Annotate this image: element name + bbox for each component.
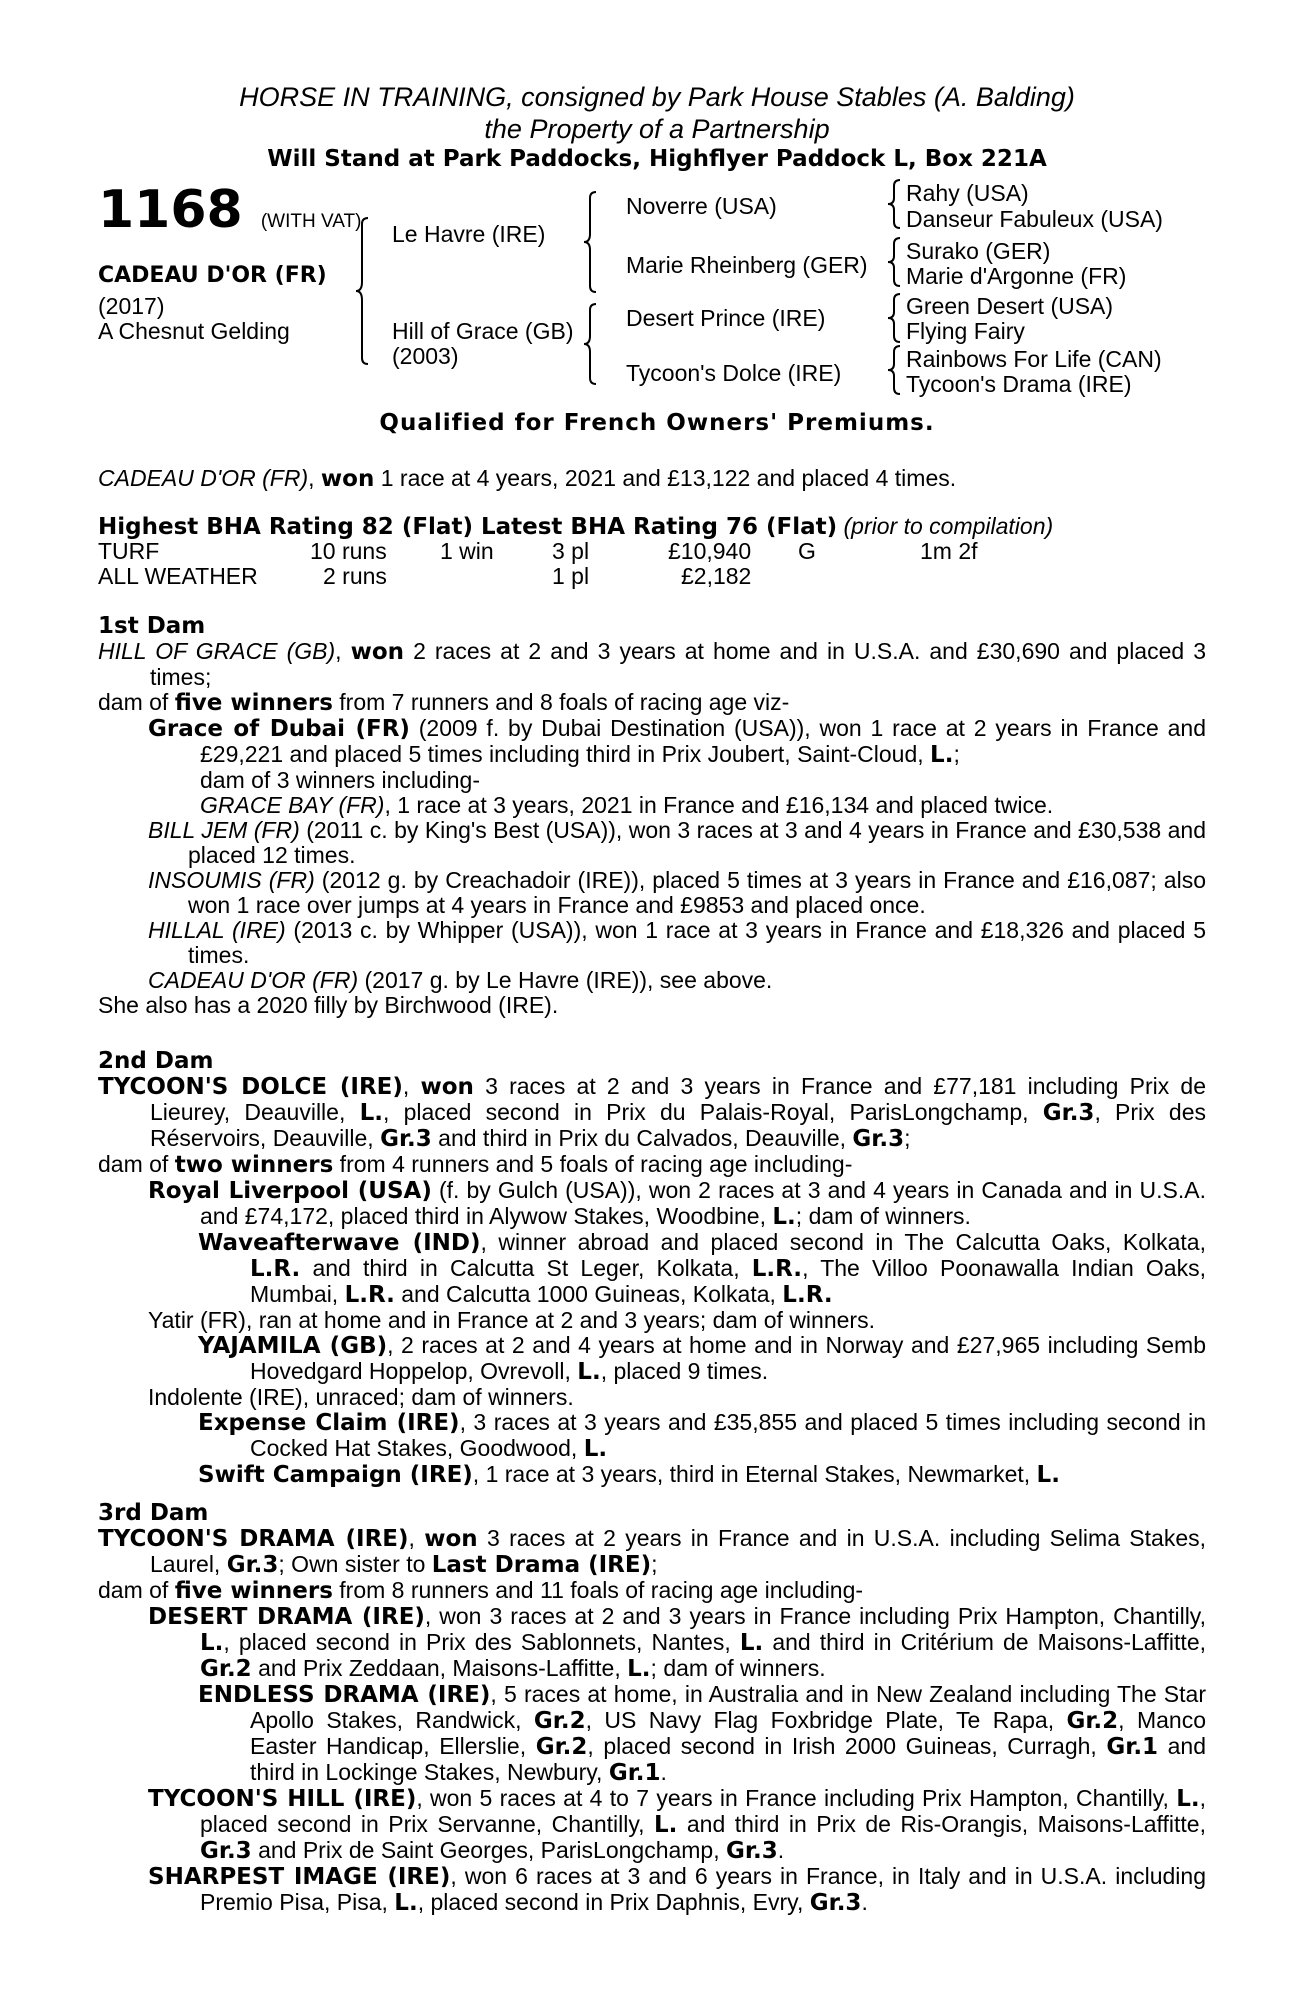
produce-text: (2017 g. by Le Havre (IRE)), see above. [358, 967, 773, 993]
first-dam-heading: 1st Dam [98, 613, 206, 639]
produce-name: Royal Liverpool (USA) [148, 1178, 432, 1204]
third-dam-section [98, 1501, 1206, 1916]
race-grade: L. [577, 1359, 601, 1385]
pedigree-gg-4: Marie d'Argonne (FR) [906, 263, 1127, 289]
produce-grace-bay [98, 793, 1206, 818]
pedigree-gg-8: Tycoon's Drama (IRE) [906, 371, 1132, 397]
third-dam-damof [98, 1578, 1206, 1604]
produce-text: , winner abroad and placed second in The Calcutta Oaks, Kolkata, [480, 1229, 1206, 1255]
produce-yatir: Yatir (FR), ran at home and in France at 2 and 3 years; dam of winners. [148, 1307, 875, 1333]
record-text: , placed second in Prix du Palais-Royal, ParisLongchamp, [382, 1099, 1043, 1125]
race-grade: L. [930, 742, 954, 768]
turf-amount: £10,940 [668, 538, 752, 564]
damof-b: two winners [174, 1152, 334, 1178]
pedigree-bracket-main [356, 216, 370, 366]
horse-year: (2017) [98, 293, 165, 319]
pedigree-bracket-gg1 [888, 178, 902, 230]
produce-endless-drama [98, 1682, 1206, 1786]
produce-text: (2013 c. by Whipper (USA)), won 1 race at 3 years in France and £18,326 and placed 5 times. [188, 917, 1206, 968]
pedigree-gg-5: Green Desert (USA) [906, 293, 1114, 319]
produce-name: SHARPEST IMAGE (IRE) [148, 1864, 451, 1890]
race-grade: Gr.2 [1066, 1708, 1119, 1734]
record-text: ; [904, 1125, 911, 1151]
first-dam-damof [98, 690, 1206, 716]
third-dam-record: TYCOON'S DRAMA (IRE), won 3 races at 2 years in France and in U.S.A. including Selima Stakes, Laurel, Gr.3; Own sister to Last Drama (IRE); [98, 1525, 1207, 1578]
pedigree-sire: Le Havre (IRE) [392, 221, 546, 247]
produce-name: YAJAMILA (GB) [198, 1333, 388, 1359]
damof-c: from 8 runners and 11 foals of racing age including- [332, 1577, 864, 1603]
aw-amount: £2,182 [681, 563, 752, 589]
summary-horse-name: CADEAU D'OR (FR) [98, 465, 309, 491]
produce-text: (2012 g. by Creachadoir (IRE)), placed 5 times at 3 years in France and £16,087; also won 1 race over jumps at 4 years in France and £9853 and placed once. [188, 867, 1206, 918]
third-dam-won: won [424, 1526, 478, 1552]
produce-cadeau-dor [98, 968, 1206, 993]
produce-name: HILLAL (IRE) [148, 917, 286, 943]
second-dam-record: TYCOON'S DOLCE (IRE), won 3 races at 2 and 3 years in France and £77,181 including Prix de Lieurey, Deauville, L., placed second in Prix du Palais-Royal, ParisLongchamp, Gr.3, Prix des Réservoirs, Deauville, Gr.3 and third in Prix du Calvados, Deauville, Gr.3; [98, 1073, 1207, 1152]
race-grade: L. [739, 1630, 764, 1656]
produce-name: Waveafterwave (IND) [198, 1230, 481, 1256]
produce-name: Swift Campaign (IRE) [198, 1462, 473, 1488]
lot-vat: (WITH VAT) [260, 211, 362, 232]
race-grade: L.R. [250, 1256, 301, 1282]
produce-dam-of: dam of 3 winners including- [200, 767, 480, 793]
produce-text: and Calcutta 1000 Guineas, Kolkata, [394, 1281, 783, 1307]
produce-name: ENDLESS DRAMA (IRE) [198, 1682, 491, 1708]
produce-text: , placed second in Irish 2000 Guineas, Curragh, [587, 1733, 1107, 1759]
record-text: 3 races at 2 years in France and in U.S.A. including Selima Stakes, Laurel, [150, 1525, 1207, 1577]
produce-bill-jem [98, 818, 1206, 868]
produce-sharpest-image [98, 1864, 1206, 1916]
race-grade: L. [1036, 1462, 1060, 1488]
second-dam-name: TYCOON'S DOLCE (IRE) [98, 1074, 403, 1100]
damof-a: dam of [98, 1151, 175, 1177]
second-dam-heading: 2nd Dam [98, 1048, 214, 1074]
first-dam-won: won [350, 639, 405, 665]
produce-text: and third in Calcutta St Leger, Kolkata, [300, 1255, 752, 1281]
rating-highest: Highest BHA Rating 82 (Flat) Latest BHA Rating 76 (Flat) [98, 514, 838, 540]
race-grade: Gr.1 [608, 1760, 661, 1786]
turf-placed: 3 pl [552, 538, 590, 564]
produce-text: , Manco Easter Handicap, Ellerslie, [250, 1707, 1206, 1759]
pedigree-dam-dam: Tycoon's Dolce (IRE) [626, 360, 842, 386]
record-text: ; Own sister to [278, 1551, 432, 1577]
pedigree-dam-sire: Desert Prince (IRE) [626, 305, 826, 331]
race-grade: Gr.2 [533, 1708, 586, 1734]
header-property: the Property of a Partnership [484, 114, 830, 144]
aw-surface: ALL WEATHER [98, 563, 258, 589]
produce-name: BILL JEM (FR) [148, 817, 300, 843]
first-dam-text: 2 races at 2 and 3 years at home and in U.S.A. and £30,690 and placed 3 times; [150, 638, 1207, 690]
pedigree-gg-7: Rainbows For Life (CAN) [906, 346, 1162, 372]
pedigree-dam: Hill of Grace (GB) [392, 318, 574, 344]
record-text: ; [651, 1551, 658, 1577]
produce-text: . [777, 1837, 785, 1863]
first-dam-section [98, 614, 1206, 1018]
race-grade: Gr.3 [226, 1552, 279, 1578]
third-dam-name: TYCOON'S DRAMA (IRE) [98, 1526, 409, 1552]
second-dam-won: won [420, 1074, 474, 1100]
pedigree-dam-year: (2003) [392, 343, 459, 369]
turf-going: G [798, 538, 816, 564]
produce-text: , The Villoo Poonawalla Indian Oaks, Mumbai, [250, 1255, 1206, 1307]
lot-number-value: 1168 [98, 180, 243, 240]
produce-desert-drama [98, 1604, 1206, 1682]
record-text: , Prix des Réservoirs, Deauville, [150, 1099, 1206, 1151]
produce-text: , placed second in Prix des Sablonnets, Nantes, [223, 1629, 740, 1655]
race-grade: L. [772, 1204, 796, 1230]
produce-name: GRACE BAY (FR) [200, 792, 385, 818]
turf-surface: TURF [98, 538, 160, 564]
first-dam-damof-b: five winners [174, 690, 333, 716]
race-grade: L. [359, 1100, 383, 1126]
turf-wins: 1 win [440, 538, 494, 564]
turf-distance: 1m 2f [920, 538, 978, 564]
produce-text: , 1 race at 3 years, third in Eternal Stakes, Newmarket, [472, 1461, 1037, 1487]
race-grade: Gr.3 [200, 1838, 252, 1864]
produce-expense-claim [98, 1410, 1206, 1462]
produce-hillal [98, 918, 1206, 968]
rating-line [98, 513, 1053, 540]
produce-text: and third in Critérium de Maisons-Laffitte, [763, 1629, 1206, 1655]
produce-text: , placed second in Prix Daphnis, Evry, [417, 1889, 810, 1915]
produce-grace-of-dubai [98, 716, 1206, 768]
lot-number [98, 180, 362, 248]
first-dam-record: HILL OF GRACE (GB), won 2 races at 2 and 3 years at home and in U.S.A. and £30,690 and placed 3 times; [98, 638, 1207, 690]
pedigree-gg-1: Rahy (USA) [906, 180, 1029, 206]
race-grade: L.R. [344, 1282, 395, 1308]
produce-text: , won 6 races at 3 and 6 years in France, in Italy and in U.S.A. including Premio Pisa, Pisa, [200, 1863, 1207, 1915]
produce-yajamila [98, 1333, 1206, 1385]
damof-b: five winners [174, 1578, 333, 1604]
second-dam-section [98, 1049, 1206, 1488]
produce-text: and third in Lockinge Stakes, Newbury, [250, 1733, 1207, 1785]
pedigree-bracket-gg4 [888, 344, 902, 396]
produce-indolente: Indolente (IRE), unraced; dam of winners. [148, 1384, 574, 1410]
produce-name: Expense Claim (IRE) [198, 1410, 460, 1436]
second-dam-damof [98, 1152, 1206, 1178]
header-stand: Will Stand at Park Paddocks, Highflyer Paddock L, Box 221A [267, 146, 1047, 172]
produce-swift-campaign [98, 1462, 1206, 1488]
produce-name: INSOUMIS (FR) [148, 867, 315, 893]
produce-text: ; dam of winners. [795, 1203, 971, 1229]
produce-name: Grace of Dubai (FR) [148, 716, 410, 742]
race-grade: Gr.2 [535, 1734, 588, 1760]
produce-tycoons-hill [98, 1786, 1206, 1864]
record-text: and third in Prix du Calvados, Deauville, [431, 1125, 853, 1151]
race-grade: L.R. [751, 1256, 803, 1282]
produce-text: ; [953, 741, 960, 767]
header-consignor: HORSE IN TRAINING, consigned by Park House Stables (A. Balding) [239, 82, 1075, 112]
pedigree-bracket-gg3 [888, 292, 902, 344]
produce-text: (f. by Gulch (USA)), won 2 races at 3 and 4 years in Canada and in U.S.A. and £74,172, placed third in Alywow Stakes, Woodbine, [200, 1177, 1206, 1229]
race-grade: Gr.3 [1042, 1100, 1095, 1126]
produce-text: and Prix Zeddaan, Maisons-Laffitte, [251, 1655, 628, 1681]
pedigree-sire-dam: Marie Rheinberg (GER) [626, 252, 868, 278]
produce-name: TYCOON'S HILL (IRE) [148, 1786, 417, 1812]
race-grade: L. [653, 1812, 678, 1838]
produce-text: , placed second in Prix Servanne, Chantilly, [200, 1785, 1206, 1837]
record-text: 3 races at 2 and 3 years in France and £77,181 including Prix de Lieurey, Deauville, [150, 1073, 1207, 1125]
produce-text: , won 3 races at 2 and 3 years in France including Prix Hampton, Chantilly, [424, 1603, 1206, 1629]
horse-description: A Chesnut Gelding [98, 318, 290, 344]
race-summary: CADEAU D'OR (FR), won 1 race at 4 years, 2021 and £13,122 and placed 4 times. [98, 465, 957, 492]
pedigree-sire-sire: Noverre (USA) [626, 193, 777, 219]
pedigree-gg-6: Flying Fairy [906, 318, 1025, 344]
aw-runs: 2 runs [323, 563, 387, 589]
pedigree-bracket-sire [584, 190, 598, 294]
pedigree-bracket-dam [584, 302, 598, 386]
race-grade: L. [200, 1630, 224, 1656]
qualified-premiums: Qualified for French Owners' Premiums. [379, 410, 935, 436]
race-grade: Gr.1 [1106, 1734, 1159, 1760]
first-dam-damof-c: from 7 runners and 8 foals of racing age viz- [332, 689, 790, 715]
third-dam-heading: 3rd Dam [98, 1500, 209, 1526]
produce-insoumis [98, 868, 1206, 918]
sister-name: Last Drama (IRE) [431, 1552, 652, 1578]
first-dam-footer: She also has a 2020 filly by Birchwood (IRE). [98, 992, 559, 1018]
first-dam-damof-a: dam of [98, 689, 175, 715]
race-grade: L. [627, 1656, 651, 1682]
summary-won: won [320, 466, 375, 492]
produce-text: and Prix de Saint Georges, ParisLongchamp, [251, 1837, 727, 1863]
produce-text: , 3 races at 3 years and £35,855 and placed 5 times including second in Cocked Hat Stakes, Goodwood, [250, 1409, 1206, 1461]
damof-c: from 4 runners and 5 foals of racing age including- [333, 1151, 853, 1177]
turf-runs: 10 runs [310, 538, 387, 564]
produce-name: DESERT DRAMA (IRE) [148, 1604, 425, 1630]
produce-waveafterwave [98, 1230, 1206, 1308]
rating-note: (prior to compilation) [843, 513, 1054, 539]
race-grade: Gr.2 [200, 1656, 252, 1682]
produce-text: , placed 9 times. [600, 1358, 769, 1384]
pedigree-bracket-gg2 [888, 236, 902, 288]
produce-text: . [660, 1759, 667, 1785]
pedigree-gg-3: Surako (GER) [906, 238, 1051, 264]
race-grade: L. [394, 1890, 418, 1916]
first-dam-name: HILL OF GRACE (GB) [98, 638, 336, 664]
race-grade: L. [1176, 1786, 1200, 1812]
produce-text: , 1 race at 3 years, 2021 in France and £16,134 and placed twice. [384, 792, 1054, 818]
race-grade: Gr.3 [852, 1126, 905, 1152]
produce-text: , US Navy Flag Foxbridge Plate, Te Rapa, [585, 1707, 1067, 1733]
produce-text: (2009 f. by Dubai Destination (USA)), won 1 race at 2 years in France and £29,221 and placed 5 times including third in Prix Joubert, Saint-Cloud, [200, 715, 1207, 767]
summary-text: 1 race at 4 years, 2021 and £13,122 and placed 4 times. [374, 465, 957, 491]
horse-name: CADEAU D'OR (FR) [98, 263, 327, 288]
produce-text: . [861, 1889, 868, 1915]
produce-text: and third in Prix de Ris-Orangis, Maisons-Laffitte, [677, 1811, 1206, 1837]
produce-text: , 5 races at home, in Australia and in New Zealand including The Star Apollo Stakes, Randwick, [250, 1681, 1206, 1733]
produce-text: , 2 races at 2 and 4 years at home and in Norway and £27,965 including Semb Hovedgard Hoppelop, Ovrevoll, [250, 1332, 1206, 1384]
race-grade: L. [583, 1436, 608, 1462]
race-grade: Gr.3 [726, 1838, 778, 1864]
produce-text: ; dam of winners. [650, 1655, 826, 1681]
produce-text: (2011 c. by King's Best (USA)), won 3 races at 3 and 4 years in France and £30,538 and placed 12 times. [188, 817, 1206, 868]
aw-placed: 1 pl [552, 563, 590, 589]
produce-royal-liverpool [98, 1178, 1206, 1230]
race-grade: Gr.3 [809, 1890, 862, 1916]
damof-a: dam of [98, 1577, 175, 1603]
produce-text: , won 5 races at 4 to 7 years in France including Prix Hampton, Chantilly, [416, 1785, 1177, 1811]
pedigree-gg-2: Danseur Fabuleux (USA) [906, 206, 1163, 232]
produce-name: CADEAU D'OR (FR) [148, 967, 359, 993]
race-grade: Gr.3 [380, 1126, 432, 1152]
race-grade: L.R. [782, 1282, 833, 1308]
